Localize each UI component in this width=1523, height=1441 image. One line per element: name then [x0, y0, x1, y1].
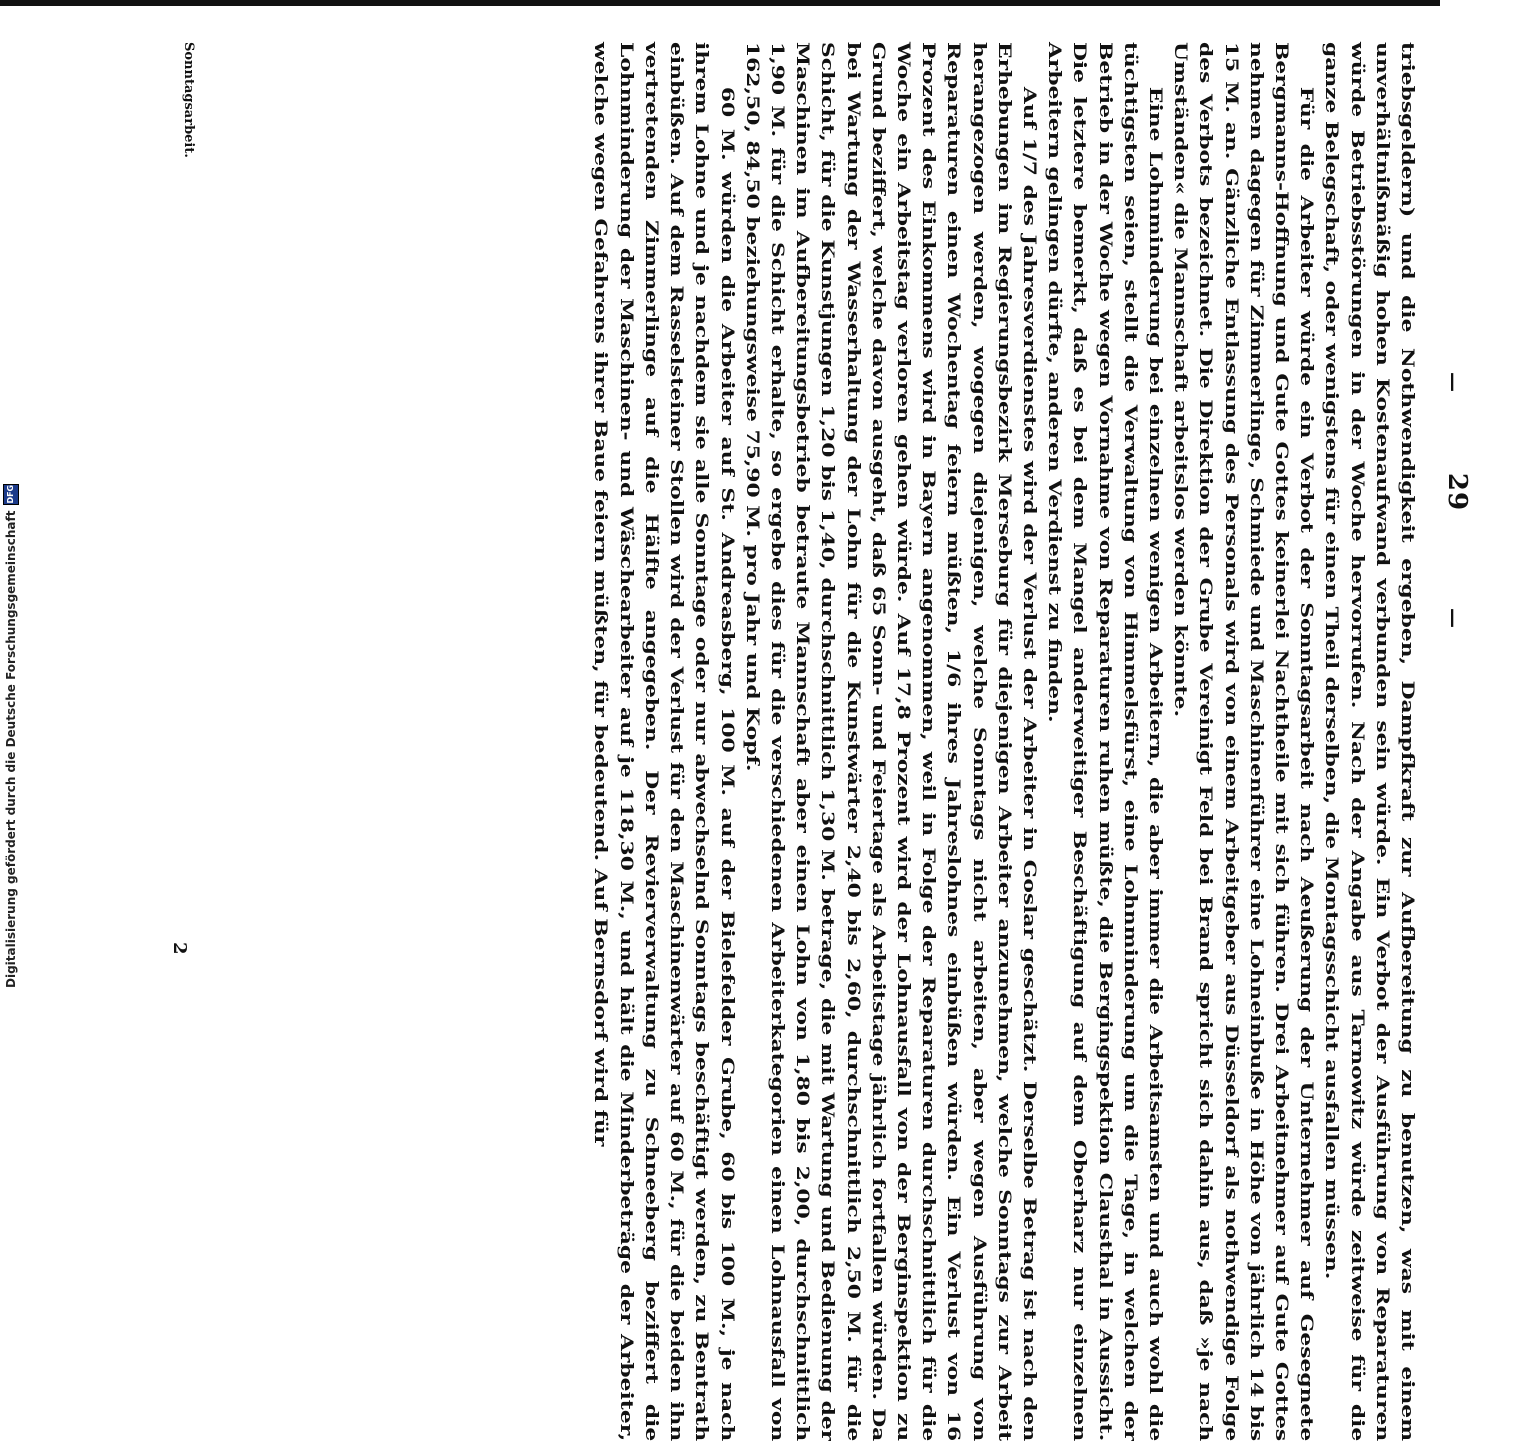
header-dash-left: — [1442, 372, 1466, 392]
scanned-page [160, 12, 1480, 1441]
page-signature: Sonntagsarbeit. [181, 42, 196, 158]
scan-top-border [0, 0, 1440, 6]
dfg-attribution [2, 484, 20, 988]
page-number: 29 [1442, 472, 1472, 512]
paragraph-5: 60 M. würden die Arbeiter auf St. Andreasberg, 100 M. auf der Bielefelder Grube, 60 bis 100 M., je nach ihrem Lohne und je nachdem sie alle Sonntage oder nur abwechselnd Sonntags beschäftigt werden, zu Bentrath einbüßen. Auf dem Rasselsteiner Stollen wird der Verlust für den Maschinenwärter auf 60 M., für die beiden ihn vertretenden Zimmerlinge auf die Hälfte angegeben. Der Revierverwaltung zu Schneeberg beziffert die Lohnminderung der Maschinen- und Wäschearbeiter auf je 118,30 M., und hält die Minderbeträge der Arbeiter, welche wegen Gefahrens ihrer Baue feiern müßten, für bedeutend. Auf Bernsdorf wird für [591, 42, 737, 1441]
attribution-text: Digitalisierung gefördert durch die Deutsche Forschungsgemeinschaft [4, 510, 18, 988]
paragraph-3: Eine Lohnminderung bei einzelnen wenigen Arbeitern, die aber immer die Arbeitsamsten und auch wohl die tüchtigsten seien, stellt die Verwaltung von Himmelsfürst, eine Lohnminderung um die Tage, in welchen der Betrieb in der Woche wegen Vornahme von Reparaturen ruhen müßte, die Bergingspektion Clausthal in Aussicht. Die letztere bemerkt, daß es bei dem Mangel anderweitiger Beschäftigung auf dem Oberharz nur einzelnen Arbeitern gelingen dürfte, anderen Verdienst zu finden. [1045, 42, 1165, 1441]
page-header [1434, 12, 1480, 972]
body-text [588, 42, 1420, 1441]
header-dash-right: — [1442, 608, 1466, 628]
paragraph-1: triebsgeldern) und die Nothwendigkeit ergeben, Dampfkraft zur Aufbereitung zu benutzen, was mit einem unverhältnißmäßig hohen Kostenaufwand verbunden sein würde. Ein Verbot der Ausführung von Reparaturen würde Betriebsstörungen in der Woche hervorrufen. Nach der Angabe aus Tarnowitz würde zeitweise für die ganze Belegschaft, oder wenigstens für einen Theil derselben, die Montagsschicht ausfallen müssen. [1322, 42, 1417, 1441]
sheet-mark: 2 [169, 942, 190, 955]
paragraph-4: Auf 1/7 des Jahresverdienstes wird der Verlust der Arbeiter in Goslar geschätzt. Derselbe Betrag ist nach den Erhebungen im Regierungsbezirk Merseburg für diejenigen Arbeiter anzunehmen, welche Sonntags zur Arbeit herangezogen werden, wogegen diejenigen, welche Sonntags nicht arbeiten, aber wegen Ausführung von Reparaturen einen Wochentag feiern müßten, 1/6 ihres Jahreslohnes einbüßen würden. Ein Verlust von 16 Prozent des Einkommens wird in Bayern angenommen, weil in Folge der Reparaturen durchschnittlich für die Woche ein Arbeitstag verloren gehen würde. Auf 17,8 Prozent wird der Lohnausfall von der Berginspektion zu Grund beziffert, welche davon ausgeht, daß 65 Sonn- und Feiertage als Arbeitstage jährlich fortfallen würden. Da bei Wartung der Wasserhaltung der Lohn für die Kunstwärter 2,40 bis 2,60, durchschnittlich 2,50 M. für die Schicht, für die Kunstjungen 1,20 bis 1,40, durchschnittlich 1,30 M. betrage, die mit Wartung und Bedienung der Maschinen im Aufbereitungsbetrieb betraute Mannschaft aber einen Lohn von 1,80 bis 2,00, durchschnittlich 1,90 M. für die Schicht erhalte, so ergebe dies für die verschiedenen Arbeiterkategorien einen Lohnausfall von 162,50, 84,50 beziehungsweise 75,90 M. pro Jahr und Kopf. [742, 42, 1039, 1441]
paragraph-2: Für die Arbeiter würde ein Verbot der Sonntagsarbeit nach Aeußerung der Unternehmer auf Gesegnete Bergmanns-Hoffnung und Gute Gottes keinerlei Nachtheile mit sich führen. Drei Arbeitnehmer auf Gute Gottes nehmen dagegen für Zimmerlinge, Schmiede und Maschinenführer eine Lohneinbuße in Höhe von jährlich 14 bis 15 M. an. Gänzliche Entlassung des Personals wird von einem Arbeitgeber aus Düsseldorf als nothwendige Folge des Verbots bezeichnet. Die Direktion der Grube Vereinigt Feld bei Brand spricht sich dahin aus, daß »je nach Umständen« die Mannschaft arbeitslos werden könnte. [1171, 42, 1317, 1441]
dfg-logo-icon: DFG [3, 484, 19, 505]
